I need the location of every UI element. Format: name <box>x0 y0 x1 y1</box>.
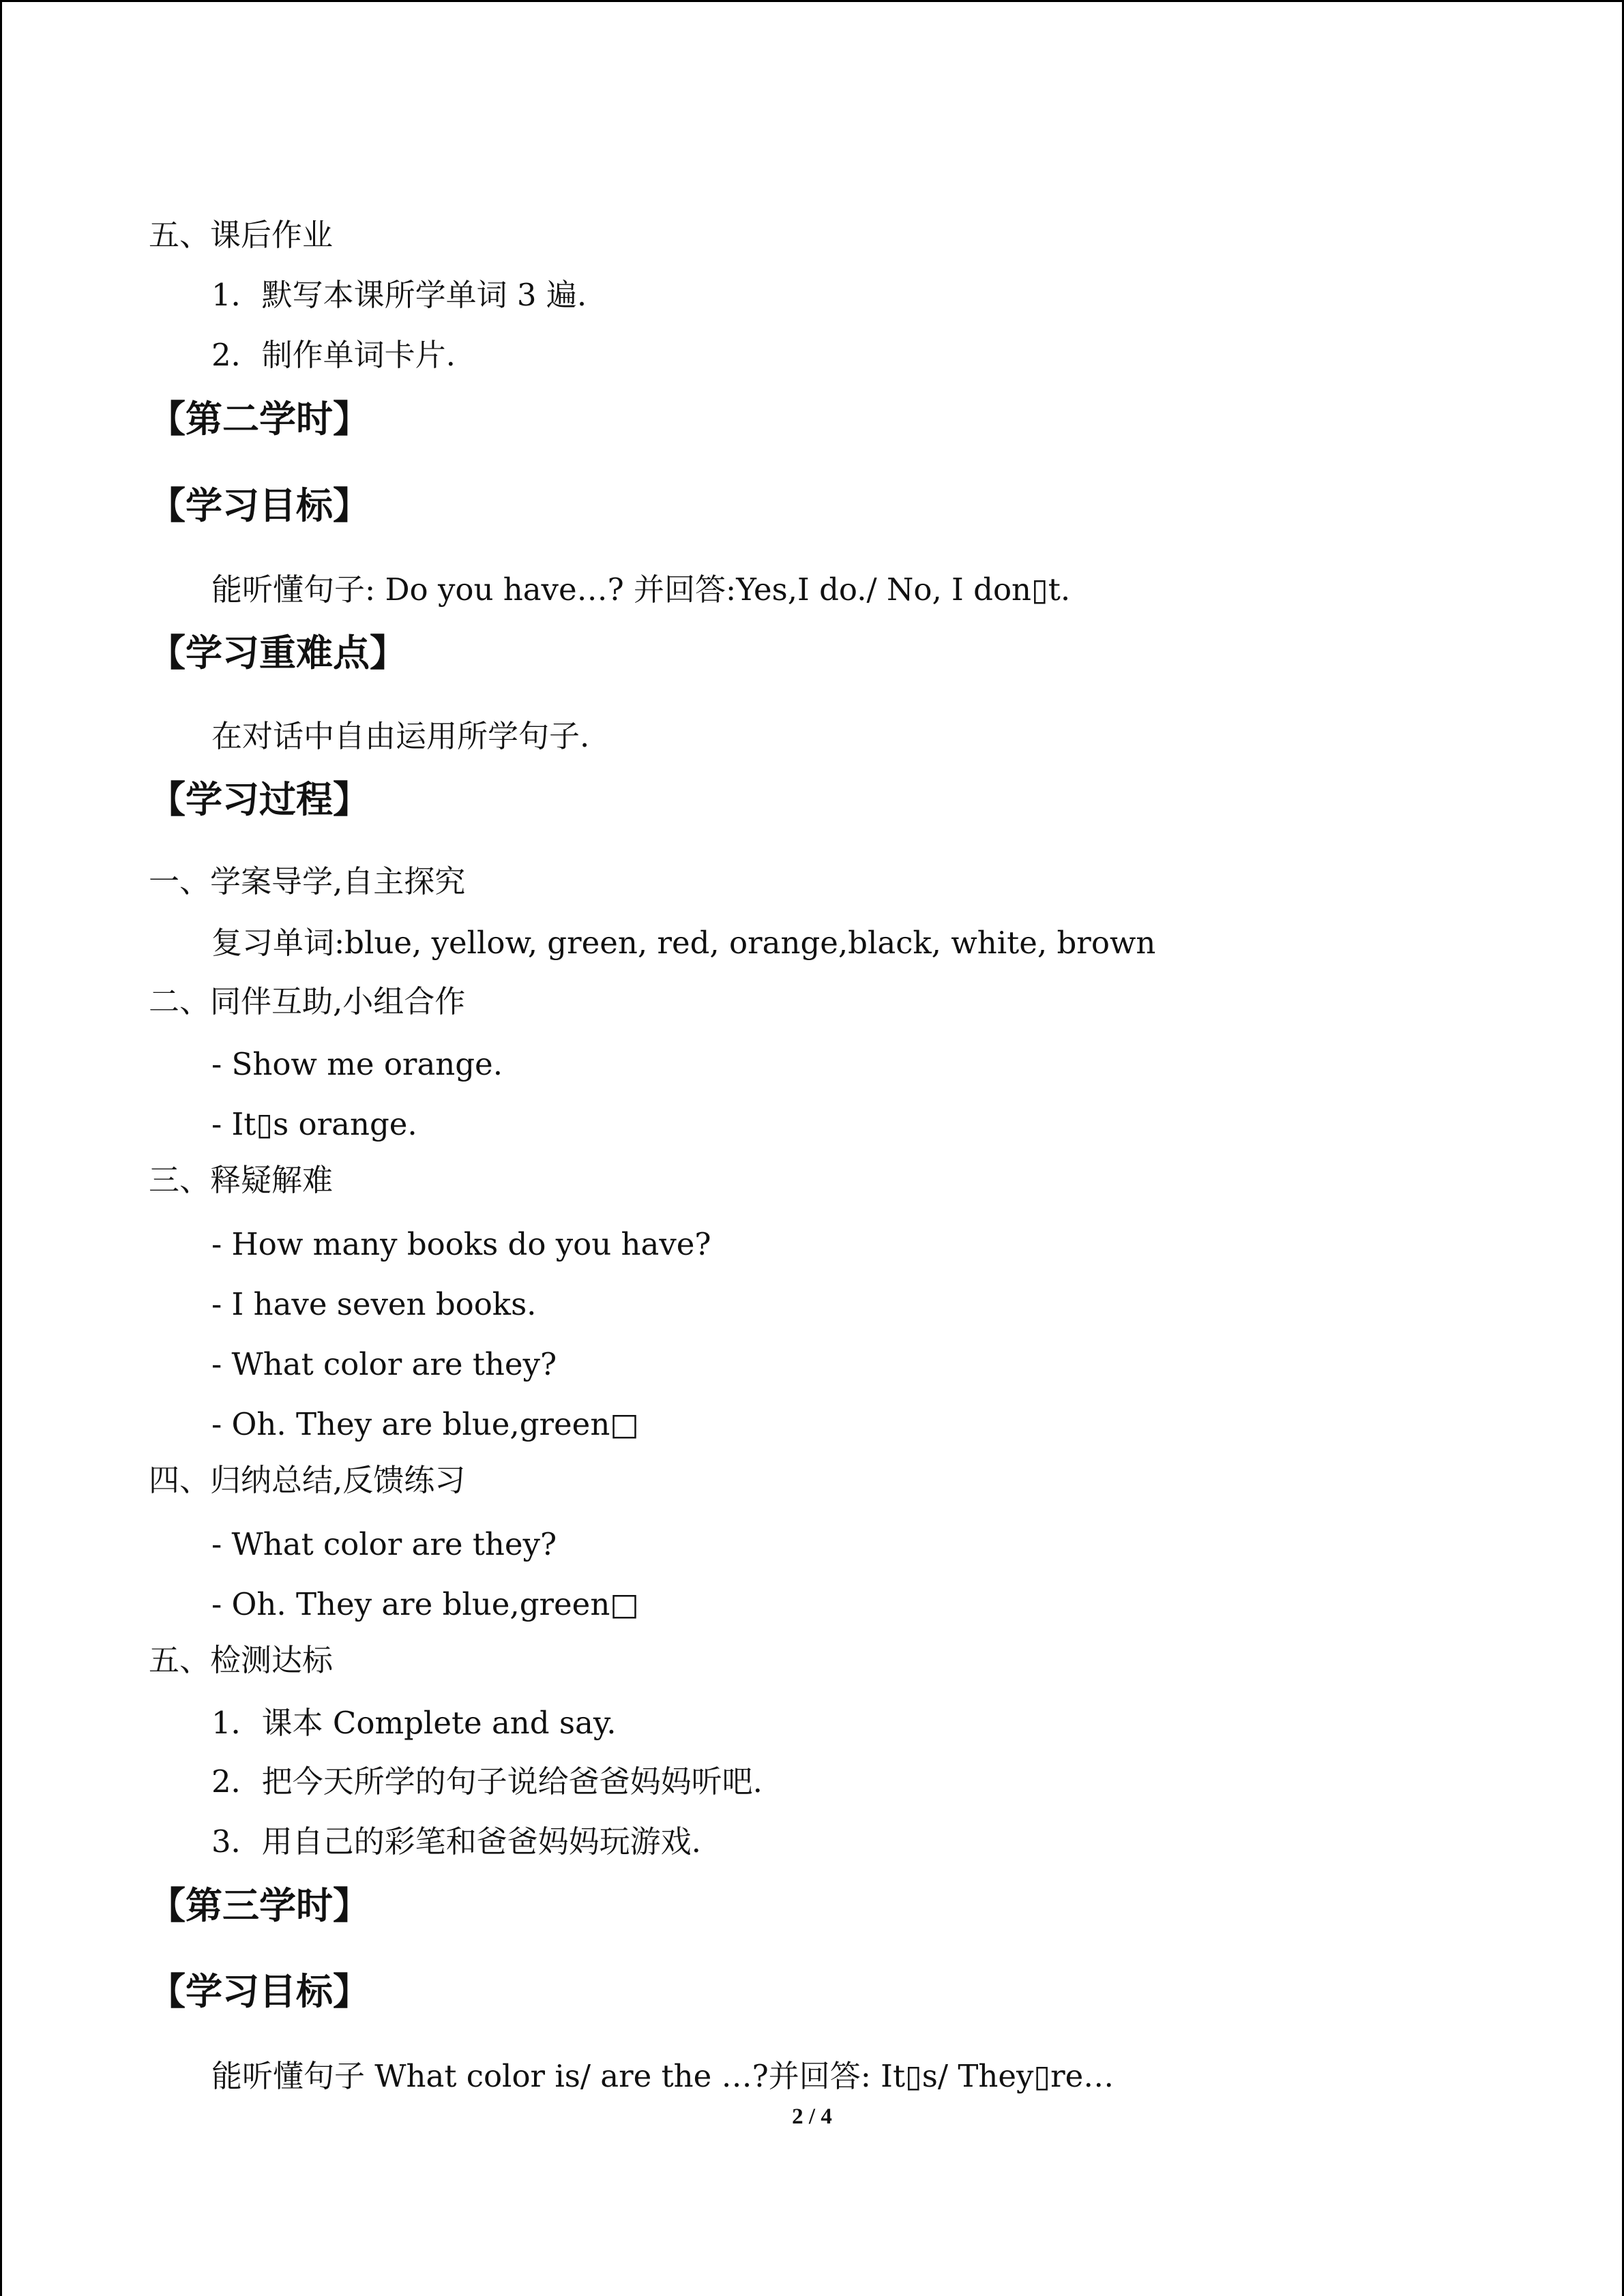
dialogue-line: - I have seven books. <box>211 1286 537 1322</box>
lesson-heading-third: 【第三学时】 <box>149 1884 370 1927</box>
heading-learning-goals: 【学习目标】 <box>149 484 370 527</box>
dialogue-line: - What color are they? <box>211 1526 557 1562</box>
section-heading-clarify: 三、释疑解难 <box>149 1162 334 1198</box>
dialogue-line: - Oh. They are blue,green□ <box>211 1586 639 1622</box>
dialogue-line: - Oh. They are blue,green□ <box>211 1406 639 1442</box>
dialogue-line: - What color are they? <box>211 1346 557 1382</box>
difficulty-text: 在对话中自由运用所学句子. <box>211 718 590 754</box>
lesson-heading-second: 【第二学时】 <box>149 398 370 441</box>
goal-text: 能听懂句子: Do you have…? 并回答:Yes,I do./ No, I don▯t. <box>211 571 1071 608</box>
section-heading-summary: 四、归纳总结,反馈练习 <box>149 1462 466 1498</box>
list-item: 2．制作单词卡片. <box>211 337 456 373</box>
list-item: 3．用自己的彩笔和爸爸妈妈玩游戏. <box>211 1823 701 1860</box>
goal-text: 能听懂句子 What color is/ are the …?并回答: It▯s/ They▯re… <box>211 2058 1114 2094</box>
page-number: 2 / 4 <box>792 2104 832 2129</box>
dialogue-line: - Show me orange. <box>211 1046 503 1082</box>
section-heading-assessment: 五、检测达标 <box>149 1642 334 1678</box>
dialogue-line: - It▯s orange. <box>211 1106 417 1142</box>
section-heading-peer-help: 二、同伴互助,小组合作 <box>149 983 466 1019</box>
review-words: 复习单词:blue, yellow, green, red, orange,black, white, brown <box>211 925 1156 961</box>
heading-key-difficulties: 【学习重难点】 <box>149 631 407 674</box>
list-item: 1．默写本课所学单词 3 遍. <box>211 277 587 313</box>
list-item: 1．课本 Complete and say. <box>211 1705 617 1741</box>
heading-learning-process: 【学习过程】 <box>149 778 370 821</box>
dialogue-line: - How many books do you have? <box>211 1226 711 1262</box>
heading-learning-goals: 【学习目标】 <box>149 1970 370 2013</box>
section-heading-self-study: 一、学案导学,自主探究 <box>149 863 466 899</box>
section-heading-homework: 五、课后作业 <box>149 217 334 253</box>
list-item: 2．把今天所学的句子说给爸爸妈妈听吧. <box>211 1763 763 1800</box>
